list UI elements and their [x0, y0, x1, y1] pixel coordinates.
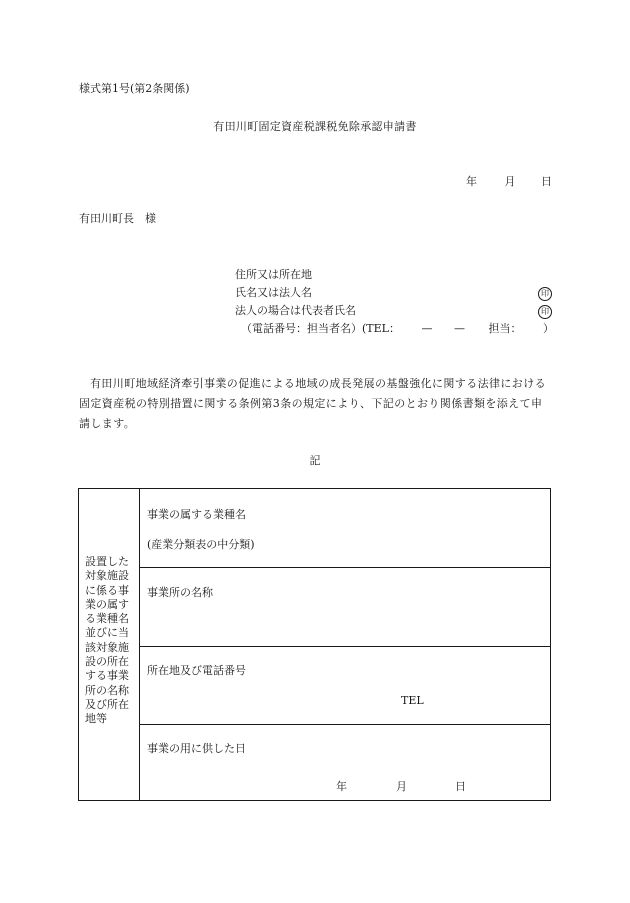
left-header-cell	[79, 489, 140, 800]
applicant-representative-label: 法人の場合は代表者氏名	[235, 304, 356, 317]
industry-note: (産業分類表の中分類)	[147, 538, 255, 551]
seal-mark-representative: 印	[538, 305, 552, 319]
applicant-address-label: 住所又は所在地	[235, 268, 312, 281]
contact-person-label: 担当：	[488, 322, 522, 335]
body-paragraph: 有田川町地域経済牽引事業の促進による地域の成長発展の基盤強化に関する法律における固定資産税の特別措置に関する条例第3条の規定により、下記のとおり関係書類を添えて申請します。	[79, 377, 546, 430]
seal-mark-name: 印	[538, 287, 552, 301]
details-table	[78, 488, 551, 801]
addressee: 有田川町長 様	[79, 212, 156, 225]
start-date-label: 事業の用に供した日	[147, 742, 246, 755]
phone-close-paren: ）	[542, 322, 554, 335]
start-date-day: 日	[455, 780, 466, 793]
tel-label: TEL	[401, 694, 424, 707]
location-label: 所在地及び電話番号	[147, 664, 246, 677]
row-start-date	[140, 725, 550, 800]
phone-prefix: （電話番号：担当者名）(TEL：	[241, 322, 400, 335]
left-header-text: 設置した対象施設に係る事業の属する業種名並びに当該対象施設の所在する事業所の名称及び所在地等	[85, 555, 129, 726]
start-date-month: 月	[396, 780, 407, 793]
phone-contact-line	[241, 322, 554, 336]
office-name-label: 事業所の名称	[147, 586, 213, 599]
phone-dash-1: —	[421, 322, 433, 335]
row-office-name	[140, 568, 550, 647]
form-number: 様式第1号(第2条関係)	[79, 82, 190, 95]
date-year: 年	[466, 175, 477, 188]
applicant-name-label: 氏名又は法人名	[235, 286, 312, 299]
row-industry	[140, 489, 550, 568]
row-location	[140, 647, 550, 725]
date-day: 日	[541, 175, 552, 188]
date-line	[466, 175, 552, 189]
document-title: 有田川町固定資産税課税免除承認申請書	[213, 120, 417, 133]
phone-dash-2: —	[453, 322, 465, 335]
date-month: 月	[504, 175, 516, 188]
industry-label: 事業の属する業種名	[147, 508, 246, 521]
ki-heading: 記	[309, 454, 321, 467]
start-date-year: 年	[336, 780, 347, 793]
